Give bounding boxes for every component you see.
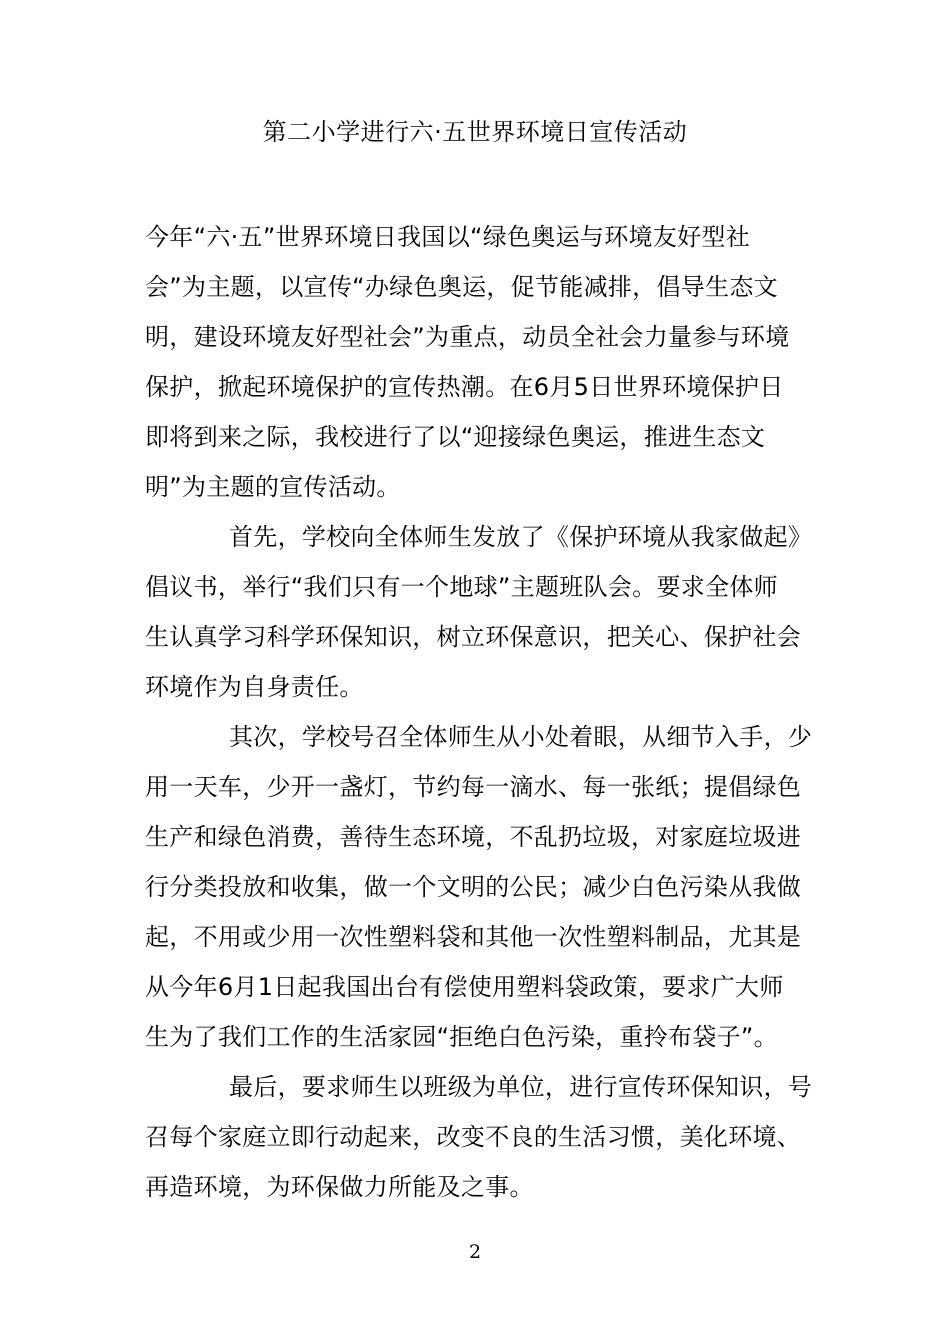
text-line: 召每个家庭立即行动起来，改变不良的生活习惯，美化环境、 — [145, 1123, 802, 1151]
text-line: 明，建设环境友好型社会”为重点，动员全社会力量参与环境 — [145, 323, 790, 351]
text-line: 其次，学校号召全体师生从小处着眼，从细节入手，少 — [229, 723, 813, 751]
paragraph-second — [145, 712, 813, 1062]
text-line: 生为了我们工作的生活家园“拒绝白色污染，重拎布袋子”。 — [145, 1023, 778, 1051]
document-title: 第二小学进行六·五世界环境日宣传活动 — [262, 118, 688, 146]
text-line: 生认真学习科学环保知识，树立环保意识，把关心、保护社会 — [145, 623, 802, 651]
text-line: 生产和绿色消费，善待生态环境，不乱扔垃圾，对家庭垃圾进 — [145, 823, 802, 851]
paragraph-intro — [145, 212, 805, 512]
text-line: 倡议书，举行“我们只有一个地球”主题班队会。要求全体师 — [145, 573, 778, 601]
text-line: 首先，学校向全体师生发放了《保护环境从我家做起》 — [229, 523, 813, 551]
text-line: 明”为主题的宣传活动。 — [145, 473, 401, 501]
text-line: 即将到来之际，我校进行了以“迎接绿色奥运，推进生态文 — [145, 423, 766, 451]
text-line: 今年“六·五”世界环境日我国以“绿色奥运与环境友好型社 — [145, 223, 751, 251]
text-line: 最后，要求师生以班级为单位，进行宣传环保知识，号 — [229, 1073, 813, 1101]
text-line: 用一天车，少开一盏灯，节约每一滴水、每一张纸；提倡绿色 — [145, 773, 802, 801]
paragraph-last — [145, 1062, 813, 1212]
text-line: 保护，掀起环境保护的宣传热潮。在6月5日世界环境保护日 — [145, 373, 784, 401]
text-line: 从今年6月1日起我国出台有偿使用塑料袋政策，要求广大师 — [145, 973, 784, 1001]
text-line: 行分类投放和收集，做一个文明的公民；减少白色污染从我做 — [145, 873, 802, 901]
text-line: 会”为主题，以宣传“办绿色奥运，促节能减排，倡导生态文 — [145, 273, 778, 301]
document-body — [145, 212, 813, 1212]
text-line: 环境作为自身责任。 — [145, 673, 364, 701]
text-line: 再造环境，为环保做力所能及之事。 — [145, 1173, 534, 1201]
text-line: 起，不用或少用一次性塑料袋和其他一次性塑料制品，尤其是 — [145, 923, 802, 951]
paragraph-first — [145, 512, 813, 712]
page-number: 2 — [468, 1241, 482, 1263]
